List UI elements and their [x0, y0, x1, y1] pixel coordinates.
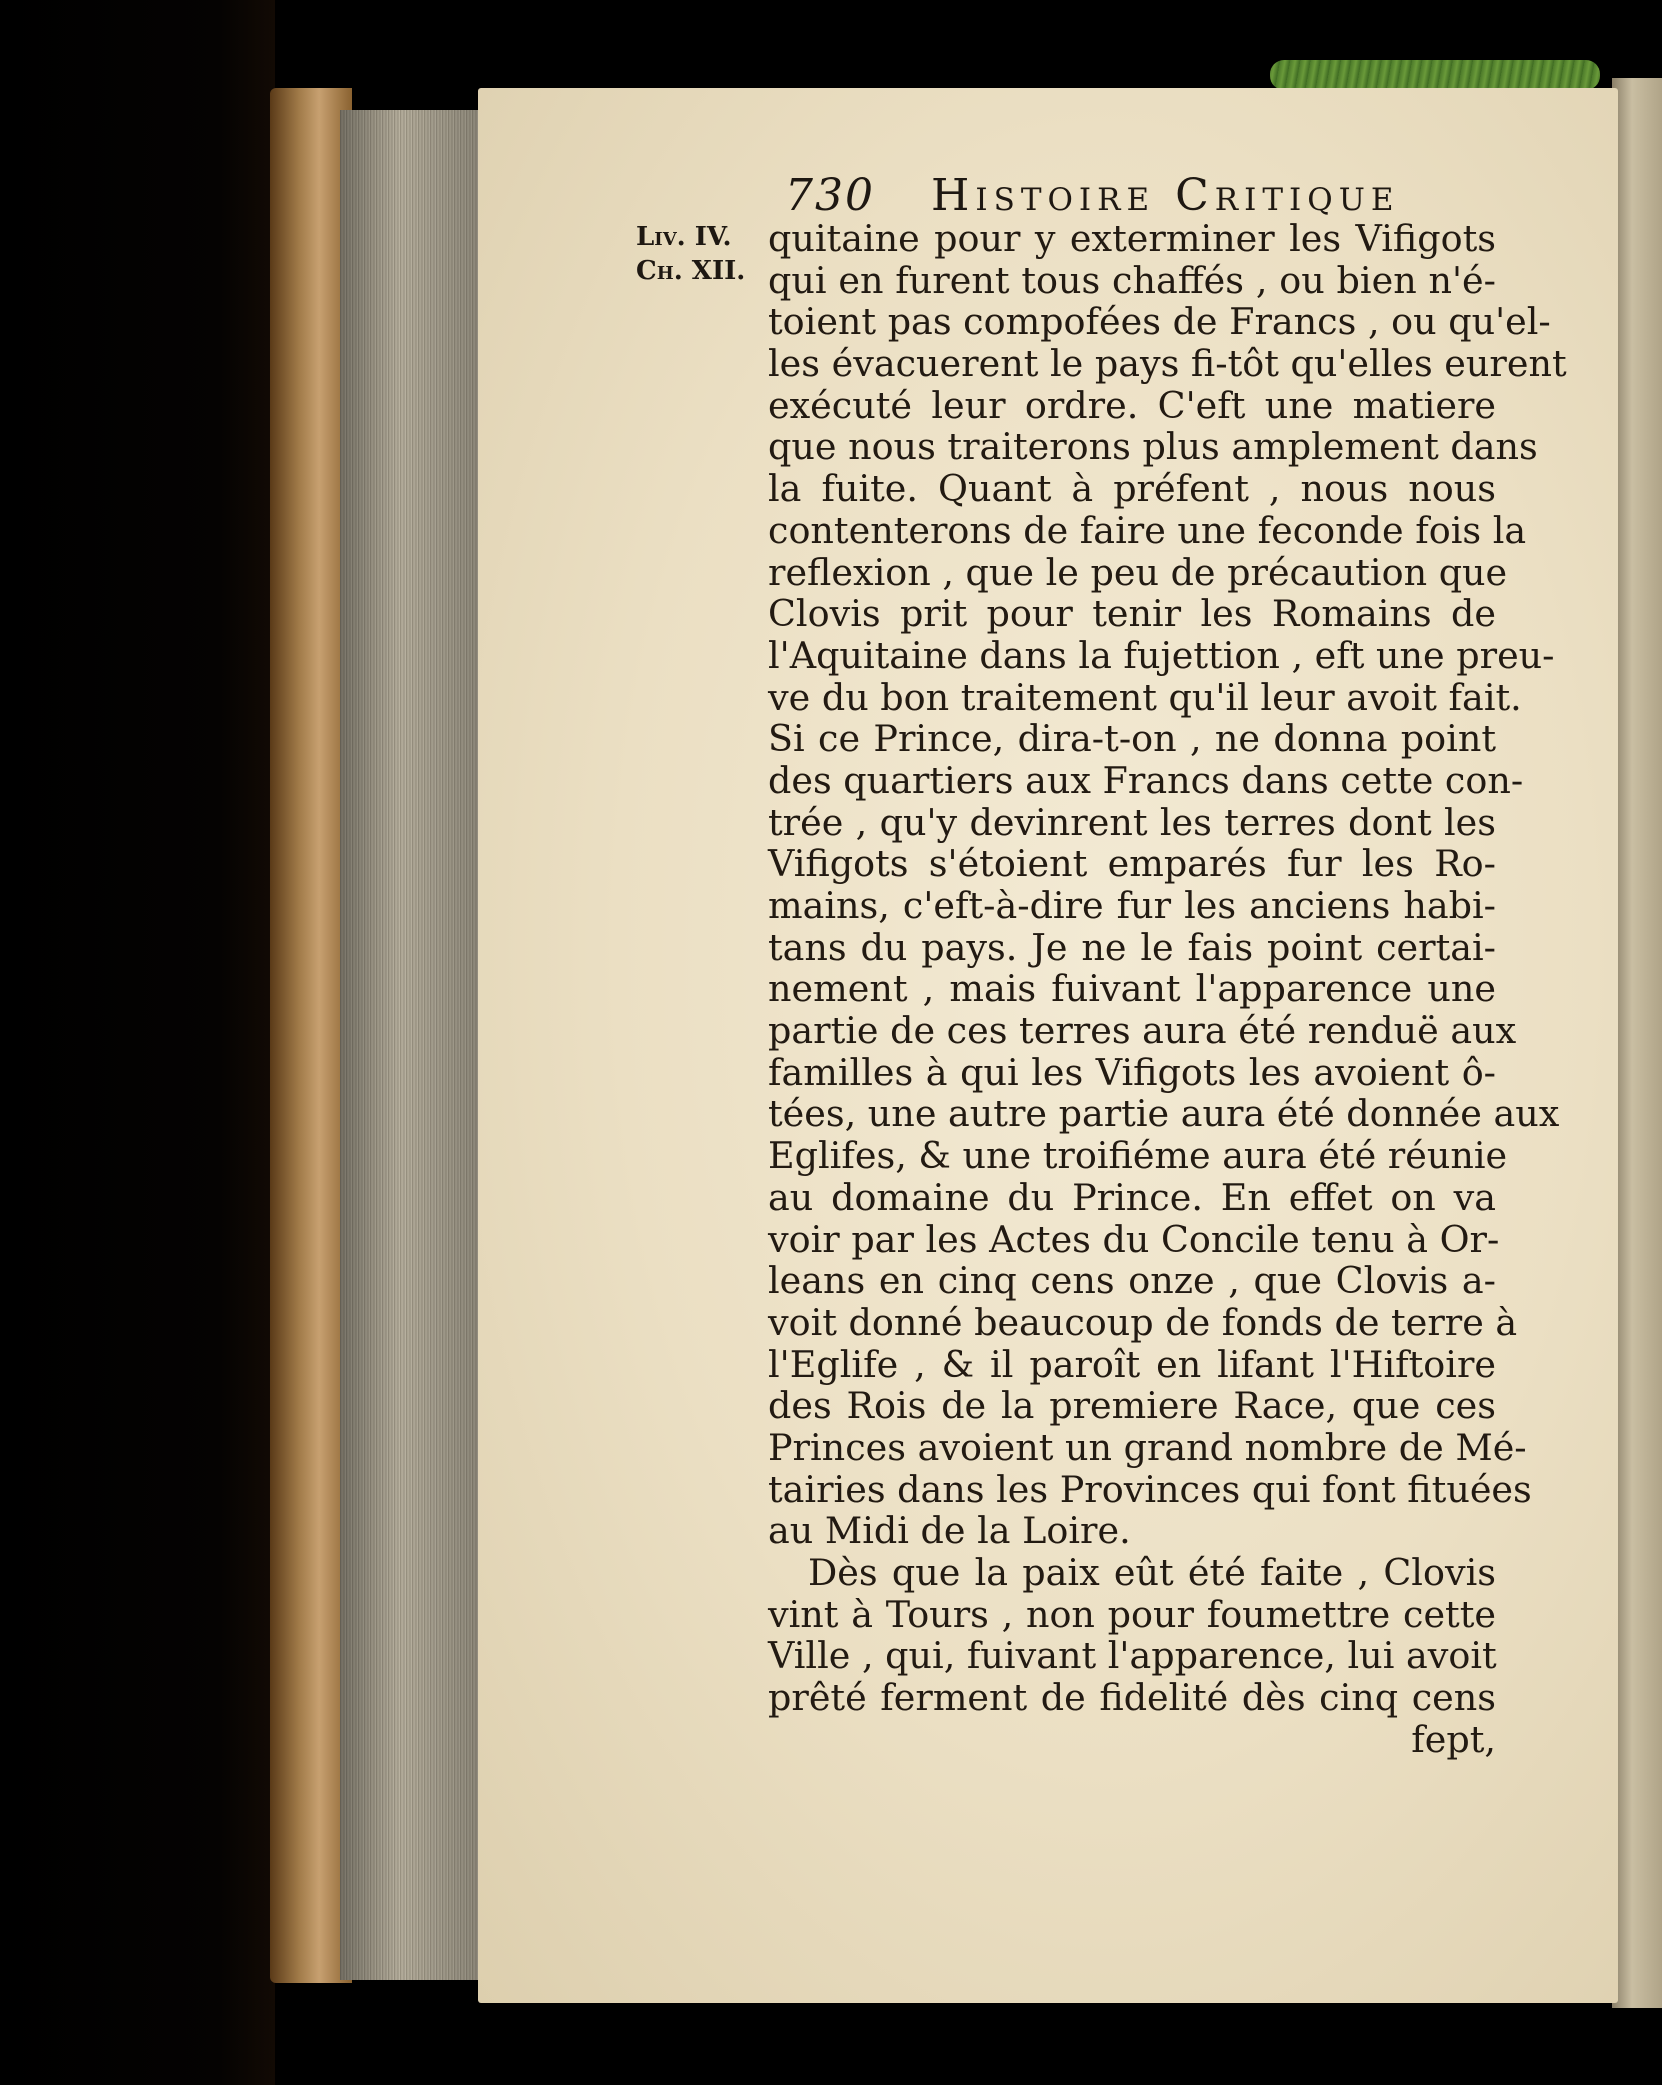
- catchword: fept,: [1411, 1717, 1496, 1761]
- text-line: tairies dans les Provinces qui font fituées: [768, 1467, 1532, 1511]
- text-line: voit donné beaucoup de fonds de terre à: [768, 1300, 1518, 1344]
- text-line: mains, c'eft-à-dire fur les anciens habi-: [768, 884, 1496, 927]
- text-line: Si ce Prince, dira-t-on , ne donna point: [768, 717, 1496, 761]
- text-line: au Midi de la Loire.: [768, 1509, 1131, 1553]
- text-line: l'Aquitaine dans la fujettion , eft une preu-: [768, 633, 1555, 677]
- text-line: des Rois de la premiere Race, que ces: [768, 1384, 1496, 1428]
- text-line: voir par les Actes du Concile tenu à Or-: [768, 1217, 1500, 1261]
- text-line: quitaine pour y exterminer les Vifigots: [768, 217, 1496, 260]
- text-line: des quartiers aux Francs dans cette con-: [768, 758, 1524, 802]
- text-line: ve du bon traitement qu'il leur avoit fait.: [768, 675, 1522, 719]
- text-line: Vifigots s'étoient emparés fur les Ro-: [768, 842, 1496, 886]
- page-edges-shadow: [340, 110, 490, 1980]
- text-line: que nous traiterons plus amplement dans: [768, 425, 1538, 469]
- text-line: contenterons de faire une feconde fois la: [768, 508, 1527, 552]
- text-line: vint à Tours , non pour foumettre cette: [768, 1592, 1496, 1636]
- text-line: Eglifes, & une troifiéme aura été réunie: [768, 1134, 1508, 1178]
- text-line: l'Eglife , & il paroît en lifant l'Hiftoire: [768, 1342, 1496, 1386]
- text-line: tées, une autre partie aura été donnée aux: [768, 1092, 1560, 1136]
- text-line: familles à qui les Vifigots les avoient ô-: [768, 1050, 1496, 1094]
- body-text: [768, 217, 1567, 1761]
- text-line: au domaine du Prince. En effet on va: [768, 1175, 1496, 1219]
- text-line: leans en cinq cens onze , que Clovis a-: [768, 1259, 1496, 1303]
- text-line: qui en furent tous chaffés , ou bien n'é-: [768, 258, 1496, 302]
- text-line: trée , qu'y devinrent les terres dont les: [768, 800, 1496, 844]
- text-line: nement , mais fuivant l'apparence une: [768, 967, 1496, 1011]
- bookmark-ribbon: [1270, 60, 1600, 90]
- margin-note: [636, 220, 766, 288]
- margin-note-chapter: Ch. XII.: [636, 256, 746, 286]
- text-line: Princes avoient un grand nombre de Mé-: [768, 1425, 1527, 1469]
- text-line: Ville , qui, fuivant l'apparence, lui avoit: [768, 1634, 1497, 1678]
- text-line: Clovis prit pour tenir les Romains de: [768, 592, 1496, 636]
- text-line: Dès que la paix eût été faite , Clovis: [808, 1551, 1496, 1594]
- text-line: toient pas compofées de Francs , ou qu'el-: [768, 300, 1551, 344]
- text-line: la fuite. Quant à préfent , nous nous: [768, 467, 1496, 511]
- text-line: les évacuerent le pays fi-tôt qu'elles eurent: [768, 342, 1567, 386]
- facing-page-edge: [1612, 78, 1662, 2008]
- background-shadow: [0, 0, 275, 2085]
- page-number: 730: [785, 170, 875, 221]
- text-line: prêté ferment de fidelité dès cinq cens: [768, 1676, 1496, 1720]
- margin-note-book: Liv. IV.: [636, 222, 732, 252]
- text-line: reflexion , que le peu de précaution que: [768, 550, 1508, 594]
- text-line: partie de ces terres aura été renduë aux: [768, 1009, 1517, 1053]
- running-title: Histoire Critique: [930, 170, 1400, 221]
- text-line: tans du pays. Je ne le fais point certai-: [768, 925, 1496, 969]
- text-line: exécuté leur ordre. C'eft une matiere: [768, 383, 1496, 427]
